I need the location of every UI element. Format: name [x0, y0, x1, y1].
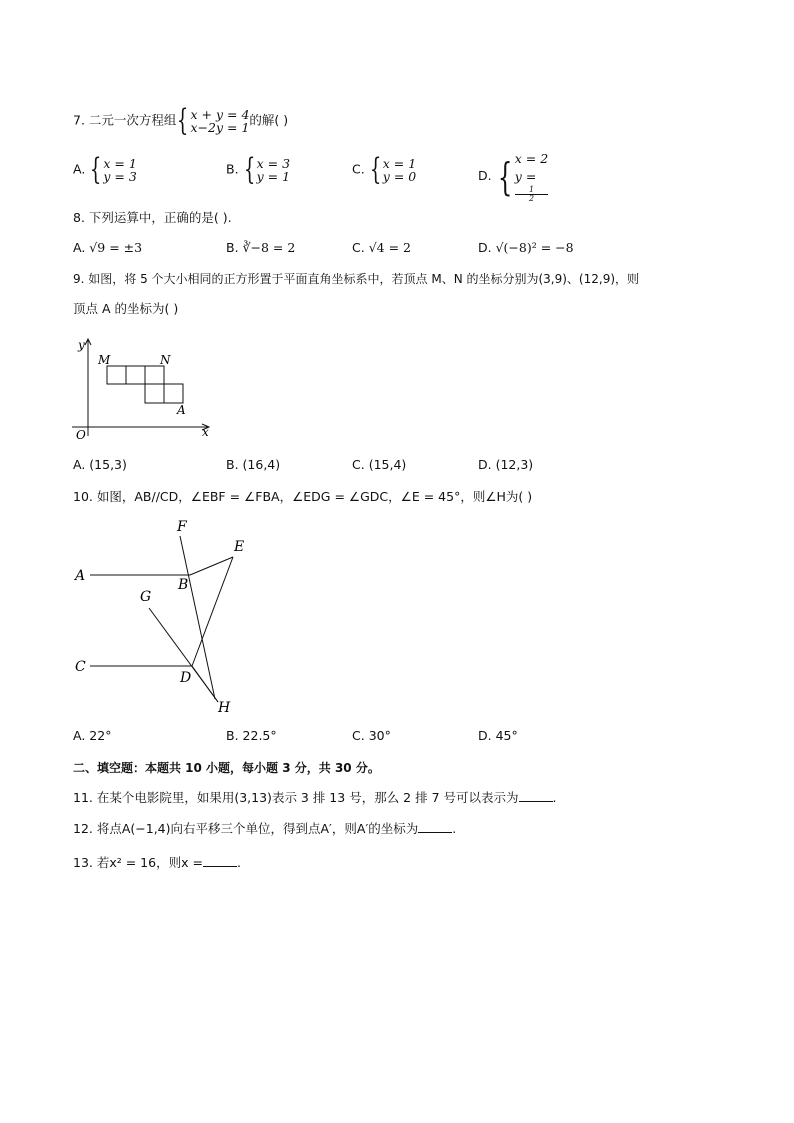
label-y: y [78, 338, 85, 352]
option-letter: D. [478, 240, 492, 255]
option-text: 22.5° [242, 728, 277, 743]
q12-text: 12. 将点A(−1,4)向右平移三个单位，得到点A′，则A′的坐标为 [73, 821, 419, 836]
option-text: (16,4) [242, 457, 281, 472]
option-system [383, 157, 416, 183]
q9-stem-line1: 9. 如图，将 5 个大小相同的正方形置于平面直角坐标系中，若顶点 M、N 的坐标分别为(3,9)、(12,9)，则 [73, 272, 640, 286]
label-g: G [140, 589, 152, 605]
square-4 [145, 384, 164, 403]
q7-system [191, 108, 250, 134]
option-row2: y = 0 [382, 169, 417, 184]
option-text: √(−8)² = −8 [495, 240, 574, 255]
q10-stem: 10. 如图，AB//CD，∠EBF = ∠FBA，∠EDG = ∠GDC，∠E = 45°，则∠H为( ) [73, 489, 533, 504]
option-text: ∛−8 = 2 [242, 240, 296, 255]
q13 [73, 854, 241, 872]
q8-option-a[interactable] [73, 239, 142, 257]
square-1 [107, 366, 126, 384]
option-text: 45° [495, 728, 518, 743]
line-be [190, 557, 233, 575]
q13-answer-blank[interactable] [203, 854, 237, 867]
option-text: √9 = ±3 [89, 240, 143, 255]
option-row2-prefix: y = [514, 169, 537, 184]
option-letter: D. [478, 457, 492, 472]
option-system [257, 157, 290, 183]
q7-option-c[interactable] [352, 152, 417, 187]
option-letter: A. [73, 457, 86, 472]
q9-option-d[interactable] [478, 456, 533, 474]
q7-stem-prefix: 7. 二元一次方程组 [73, 112, 177, 128]
q12-answer-blank[interactable] [418, 820, 452, 833]
fraction-numerator: 1 [515, 186, 548, 195]
label-f: F [177, 519, 187, 535]
option-row1: x = 2 [514, 151, 549, 166]
option-letter: C. [352, 457, 365, 472]
q11-answer-blank[interactable] [519, 789, 553, 802]
q7-system-row1: x + y = 4 [190, 107, 250, 122]
option-letter: D. [478, 728, 492, 743]
q7-option-a[interactable] [73, 152, 137, 187]
option-letter: A. [73, 240, 86, 255]
fraction [515, 186, 548, 203]
q9-stem-line2: 顶点 A 的坐标为( ) [73, 301, 179, 316]
q11-end: . [552, 790, 557, 805]
label-b: B [178, 577, 189, 593]
option-text: √4 = 2 [368, 240, 411, 255]
option-row1: x = 1 [382, 156, 417, 171]
option-row2: y = 1 [256, 169, 291, 184]
q9-option-a[interactable] [73, 456, 127, 474]
option-letter: D. [478, 168, 492, 183]
option-row2 [515, 168, 548, 203]
q10-option-a[interactable] [73, 727, 111, 745]
line-ed [192, 557, 233, 666]
label-o: O [76, 428, 86, 442]
option-text: (15,4) [368, 457, 407, 472]
q12 [73, 820, 456, 838]
q7-stem [73, 103, 289, 138]
q10-option-d[interactable] [478, 727, 518, 745]
q9-figure [70, 336, 220, 442]
label-a: A [75, 568, 86, 584]
q7-system-row2: x−2y = 1 [190, 120, 250, 135]
option-system [103, 157, 136, 183]
q7-option-b[interactable] [226, 152, 291, 187]
fraction-denominator: 2 [528, 194, 535, 203]
q11-text: 11. 在某个电影院里，如果用(3,13)表示 3 排 13 号，那么 2 排 7 号可以表示为 [73, 790, 519, 805]
brace-icon: { [497, 154, 512, 199]
option-letter: A. [73, 728, 86, 743]
q12-end: . [452, 821, 457, 836]
option-letter: B. [226, 728, 239, 743]
q10-figure [70, 514, 260, 719]
brace-icon: { [177, 103, 189, 138]
label-m: M [98, 353, 111, 367]
option-system [515, 150, 548, 203]
option-letter: B. [226, 457, 239, 472]
option-letter: B. [226, 161, 239, 177]
brace-icon: { [369, 152, 381, 187]
brace-icon: { [243, 152, 255, 187]
q10-option-c[interactable] [352, 727, 391, 745]
square-5 [164, 384, 183, 403]
brace-icon: { [90, 152, 102, 187]
option-row2: y = 3 [103, 169, 137, 184]
q8-option-c[interactable] [352, 239, 411, 257]
section2-heading: 二、填空题：本题共 10 小题，每小题 3 分，共 30 分。 [73, 761, 380, 775]
option-letter: B. [226, 240, 239, 255]
q8-option-b[interactable] [226, 239, 295, 257]
label-x: x [202, 425, 209, 439]
label-n: N [160, 353, 171, 367]
option-letter: C. [352, 728, 365, 743]
option-letter: A. [73, 161, 86, 177]
option-text: (12,3) [495, 457, 534, 472]
option-letter: C. [352, 161, 365, 177]
q11 [73, 789, 556, 807]
q10-option-b[interactable] [226, 727, 277, 745]
square-3 [145, 366, 164, 384]
q8-option-d[interactable] [478, 239, 574, 257]
option-text: 22° [89, 728, 112, 743]
label-e: E [234, 539, 245, 555]
option-row1: x = 1 [103, 156, 137, 171]
option-text: (15,3) [89, 457, 127, 472]
option-row1: x = 3 [256, 156, 291, 171]
label-h: H [218, 700, 231, 716]
q7-option-d[interactable] [478, 150, 548, 203]
q13-end: . [236, 855, 241, 870]
q7-stem-suffix: 的解( ) [249, 112, 289, 128]
line-dh [192, 666, 218, 702]
label-d: D [180, 670, 192, 686]
q8-stem: 8. 下列运算中，正确的是( ). [73, 210, 232, 225]
option-letter: C. [352, 240, 365, 255]
q9-option-b[interactable] [226, 456, 280, 474]
q13-text: 13. 若x² = 16，则x = [73, 855, 203, 870]
label-a: A [177, 403, 186, 417]
option-text: 30° [368, 728, 391, 743]
label-c: C [75, 659, 86, 675]
square-2 [126, 366, 145, 384]
q9-option-c[interactable] [352, 456, 406, 474]
